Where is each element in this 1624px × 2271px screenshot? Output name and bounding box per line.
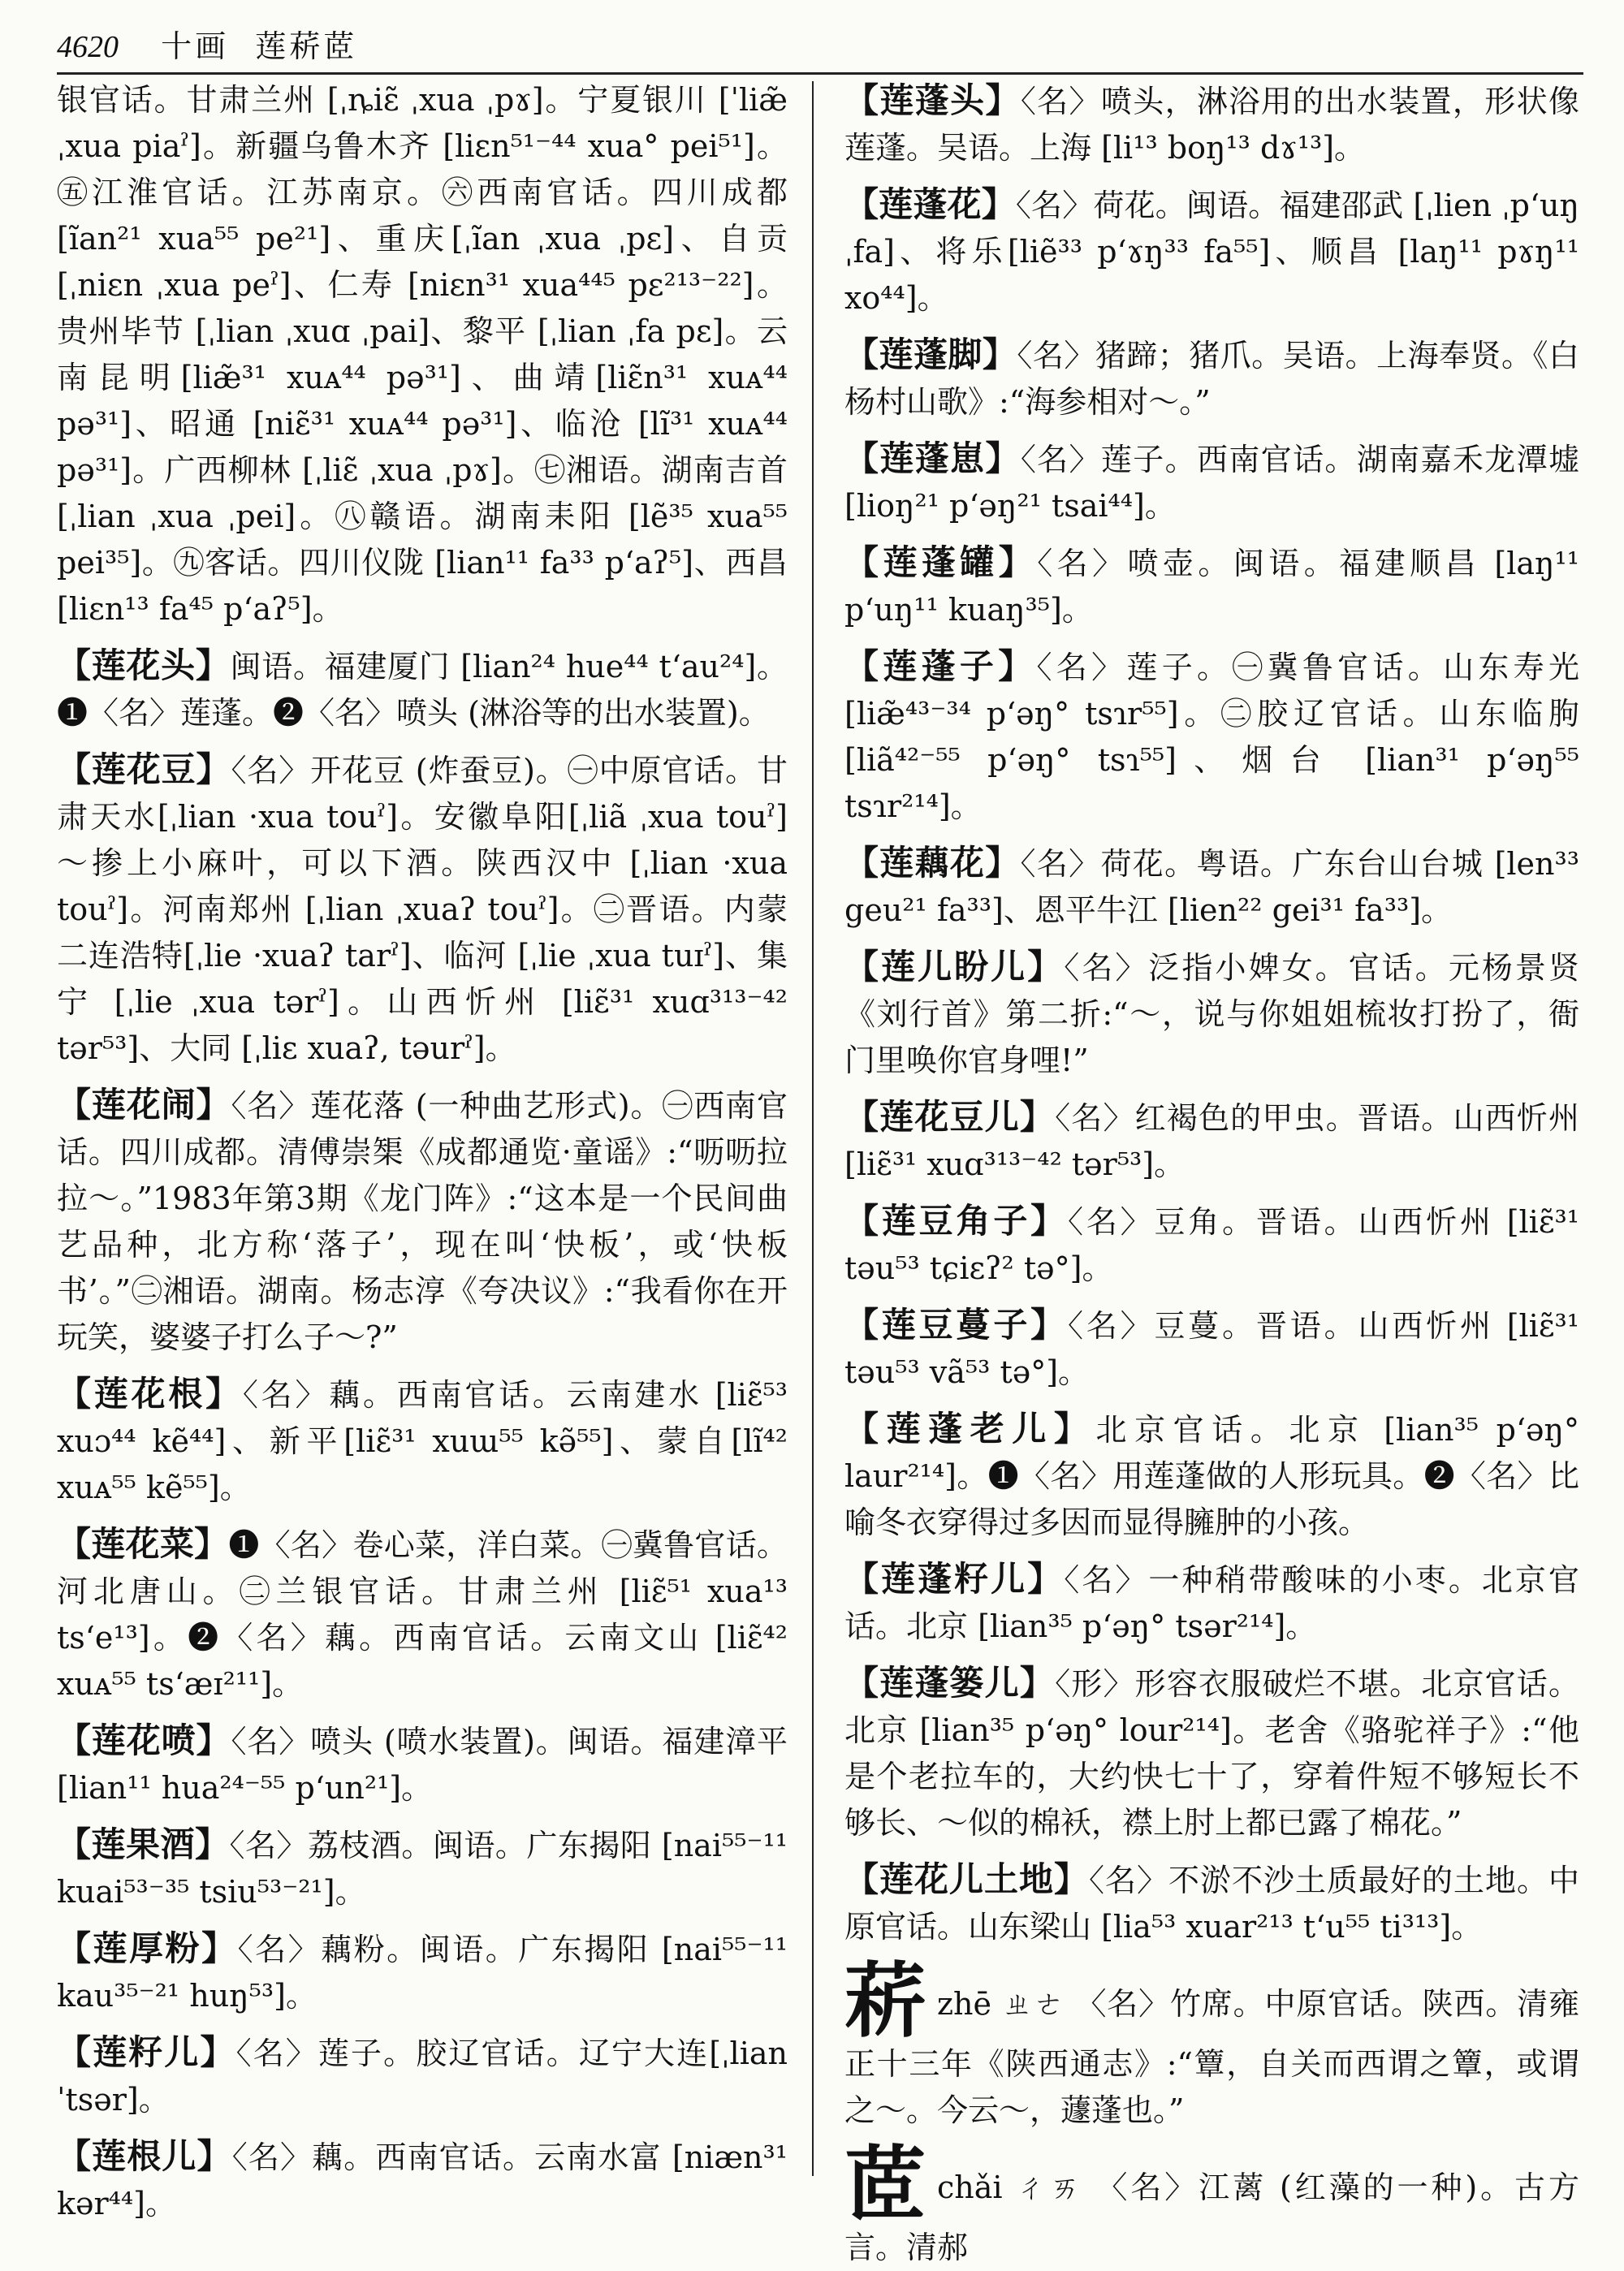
headword: 【莲花豆儿】 <box>844 1097 1056 1137</box>
headword: 【莲籽儿】 <box>57 2032 236 2072</box>
definition: 〈名〉一种稍带酸味的小枣。北京官话。北京 [lian³⁵ pʻəŋ° tsər²¹⁴]。 <box>844 1562 1579 1644</box>
definition: 〈名〉藕粉。闽语。广东揭阳 [nai⁵⁵⁻¹¹ kau³⁵⁻²¹ huŋ⁵³]。 <box>57 1932 788 2014</box>
definition: 〈名〉猪蹄；猪爪。吴语。上海奉贤。《白杨村山歌》:“海参相对～。” <box>844 338 1579 420</box>
definition: 〈名〉藕。西南官话。云南水富 [niæn³¹ kər⁴⁴]。 <box>57 2139 788 2221</box>
entry <box>57 2029 788 2123</box>
definition: 〈名〉喷头 (喷水装置)。闽语。福建漳平 [lian¹¹ hua²⁴⁻⁵⁵ pʻun²¹]。 <box>57 1724 788 1806</box>
entry <box>844 1405 1579 1546</box>
definition: 〈名〉不淤不沙土质最好的土地。中原官话。山东梁山 [lia⁵³ xuar²¹³ tʻu⁵⁵ ti³¹³]。 <box>844 1863 1579 1945</box>
headword: 【莲豆角子】 <box>844 1201 1068 1241</box>
headword: 【莲蓬头】 <box>844 80 1021 120</box>
entry <box>844 331 1579 425</box>
left-column <box>57 77 788 2221</box>
headword: 【莲花头】 <box>57 645 231 685</box>
entry <box>844 643 1579 830</box>
definition: 〈名〉莲子。㊀冀鲁官话。山东寿光[liæ̃⁴³⁻³⁴ pʻəŋ° tsɿr⁵⁵]。㊁胶辽官话。山东临朐 [liã⁴²⁻⁵⁵ pʻəŋ° tsɿ⁵⁵]、烟台 [lian³¹ pʻəŋ⁵⁵ tsɿr²¹⁴]。 <box>844 650 1579 824</box>
entry <box>57 1717 788 1811</box>
definition: 〈形〉形容衣服破烂不堪。北京官话。北京 [lian³⁵ pʻəŋ° lour²¹⁴]。老舍《骆驼祥子》:“他是个老拉车的，大约快七十了，穿着件短不够短长不够长、～似的棉袄，襟上肘上都已露了棉花。” <box>844 1666 1579 1841</box>
column-divider <box>812 81 814 2176</box>
definition: 〈名〉莲子。西南官话。湖南嘉禾龙潭墟 [lioŋ²¹ pʻəŋ²¹ tsai⁴⁴]。 <box>844 442 1579 524</box>
headword: 【莲花根】 <box>57 1374 243 1414</box>
entry <box>844 1302 1579 1396</box>
entry <box>57 642 788 736</box>
entry <box>844 435 1579 529</box>
headword: 【莲蓬篓儿】 <box>844 1663 1056 1703</box>
headword: 【莲藕花】 <box>844 843 1021 883</box>
headword: 【莲花豆】 <box>57 749 231 789</box>
headword: 【莲厚粉】 <box>57 1928 238 1968</box>
entry <box>844 840 1579 934</box>
headword: 【莲根儿】 <box>57 2136 232 2176</box>
entry <box>844 539 1579 633</box>
definition: 〈名〉豆角。晋语。山西忻州 [liɛ̃³¹ təu⁵³ tɕiɛʔ² tə°]。 <box>844 1204 1579 1286</box>
entry <box>844 1660 1579 1846</box>
definition: 〈名〉泛指小婢女。官话。元杨景贤《刘行首》第二折:“～，说与你姐姐梳妆打扮了，衙门里唤你官身哩!” <box>844 950 1579 1078</box>
definition: 北京官话。北京 [lian³⁵ pʻəŋ° laur²¹⁴]。❶〈名〉用莲蓬做的人形玩具。❷〈名〉比喻冬衣穿得过多因而显得臃肿的小孩。 <box>844 1412 1579 1540</box>
character-entry <box>844 2136 1579 2271</box>
character-entry <box>844 1953 1579 2134</box>
headword: 【莲蓬籽儿】 <box>844 1559 1065 1599</box>
definition: chǎi ㄔㄞ 〈名〉江蓠 (红藻的一种)。古方言。清郝 <box>844 2170 1579 2265</box>
entry <box>57 1082 788 1361</box>
page-number: 4620 <box>57 30 119 64</box>
headword: 【莲蓬花】 <box>844 184 1016 224</box>
definition: ❶〈名〉卷心菜，洋白菜。㊀冀鲁官话。河北唐山。㊁兰银官话。甘肃兰州 [liɛ̃⁵¹ xua¹³ tsʻe¹³]。❷〈名〉藕。西南官话。云南文山 [liɛ̃⁴² xuᴀ⁵⁵ tsʻæɪ²¹¹]。 <box>57 1527 788 1702</box>
definition: zhē ㄓㄜ 〈名〉竹席。中原官话。陕西。清雍正十三年《陕西通志》:“簟，自关而西谓之簟，或谓之～。今云～，蘧蓬也。” <box>844 1986 1579 2128</box>
entry <box>57 1925 788 2019</box>
headword: 【莲花儿土地】 <box>844 1859 1089 1899</box>
definition: 〈名〉莲子。胶辽官话。辽宁大连[ˌlian ˈtsər]。 <box>57 2036 788 2118</box>
entry <box>57 1371 788 1511</box>
headword: 【莲花闹】 <box>57 1085 231 1125</box>
definition: 〈名〉荷花。闽语。福建邵武 [ˌlien ˌpʻuŋ ˌfa]、将乐[liẽ³³ pʻɤŋ³³ fa⁵⁵]、顺昌 [laŋ¹¹ pɤŋ¹¹ xo⁴⁴]。 <box>844 188 1579 316</box>
definition: 〈名〉莲花落 (一种曲艺形式)。㊀西南官话。四川成都。清傅崇榘《成都通览·童谣》:“呖呖拉拉～。”1983年第3期《龙门阵》:“这本是一个民间曲艺品种，北方称‘落子’，现在叫‘快板’，或‘快板书’。”㊁湘语。湖南。杨志淳《夸决议》:“我看你在开玩笑，婆婆子打么子～?” <box>57 1088 788 1355</box>
page-header <box>57 18 1583 75</box>
entry <box>844 1094 1579 1188</box>
headword: 【莲蓬子】 <box>844 646 1037 686</box>
entry <box>844 1856 1579 1950</box>
headword: 【莲蓬罐】 <box>844 542 1038 582</box>
entry <box>844 1556 1579 1650</box>
head-character: 茝 <box>844 2136 926 2232</box>
headword: 【莲儿盼儿】 <box>844 947 1065 987</box>
definition: 〈名〉开花豆 (炸蚕豆)。㊀中原官话。甘肃天水[ˌlian ·xua touˀ]。安徽阜阳[ˌliã ˌxua touˀ] ～掺上小麻叶，可以下酒。陕西汉中 [ˌlian ·xua touˀ]。河南郑州 [ˌlian ˌxuaʔ touˀ]。㊁晋语。内蒙二连浩特[ˌlie ·xuaʔ tarˀ]、临河 [ˌlie ˌxua tuɪˀ]、集宁 [ˌlie ˌxua tərˀ]。山西忻州 [liɛ̃³¹ xuɑ³¹³⁻⁴² tər⁵³]、大同 [ˌliɛ xuaʔ, təurˀ]。 <box>57 753 788 1066</box>
entry <box>57 1821 788 1915</box>
definition: 闽语。福建厦门 [lian²⁴ hue⁴⁴ tʻau²⁴]。❶〈名〉莲蓬。❷〈名〉喷头 (淋浴等的出水装置)。 <box>57 649 788 731</box>
header-rule <box>57 72 1583 75</box>
entry <box>844 1198 1579 1292</box>
entry <box>844 943 1579 1084</box>
definition: 〈名〉红褐色的甲虫。晋语。山西忻州 [liɛ̃³¹ xuɑ³¹³⁻⁴² tər⁵³]。 <box>844 1100 1579 1182</box>
headword: 【莲蓬脚】 <box>844 335 1017 374</box>
headword: 【莲花菜】 <box>57 1524 229 1564</box>
headword: 【莲花喷】 <box>57 1721 231 1760</box>
definition: 〈名〉荷花。粤语。广东台山台城 [len³³ geu²¹ fa³³]、恩平牛江 [lien²² gei³¹ fa³³]。 <box>844 846 1579 928</box>
definition: 〈名〉喷头，淋浴用的出水装置，形状像莲蓬。吴语。上海 [li¹³ boŋ¹³ dɤ¹³]。 <box>844 84 1579 166</box>
definition: 〈名〉荔枝酒。闽语。广东揭阳 [nai⁵⁵⁻¹¹ kuai⁵³⁻³⁵ tsiu⁵³⁻²¹]。 <box>57 1828 788 1910</box>
headword: 【莲蓬老儿】 <box>844 1409 1096 1449</box>
definition: 〈名〉藕。西南官话。云南建水 [liɛ̃⁵³ xuɔ⁴⁴ kẽ⁴⁴]、新平[liɛ̃³¹ xuɯ⁵⁵ kə̃⁵⁵]、蒙自[lĩ⁴² xuᴀ⁵⁵ kẽ⁵⁵]。 <box>57 1377 788 1505</box>
continued-text: 银官话。甘肃兰州 [ˌȵiɛ̃ ˌxua ˌpɤ]。宁夏银川 [ˈliæ̃ ˌxua piaˀ]。新疆乌鲁木齐 [liɛn⁵¹⁻⁴⁴ xua° pei⁵¹]。㊄江淮官话。江苏南京。㊅西南官话。四川成都[ĩan²¹ xua⁵⁵ pe²¹]、重庆[ˌĩan ˌxua ˌpɛ]、自贡 [ˌniɛn ˌxua peˀ]、仁寿 [niɛn³¹ xua⁴⁴⁵ pɛ²¹³⁻²²]。贵州毕节 [ˌlian ˌxuɑ ˌpai]、黎平 [ˌlian ˌfa pɛ]。云南昆明[liæ̃³¹ xuᴀ⁴⁴ pə³¹]、曲靖[liɛ̃n³¹ xuᴀ⁴⁴ pə³¹]、昭通 [niɛ̃³¹ xuᴀ⁴⁴ pə³¹]、临沧 [lĩ³¹ xuᴀ⁴⁴ pə³¹]。广西柳林 [ˌliɛ̃ ˌxua ˌpɤ]。㊆湘语。湖南吉首 [ˌlian ˌxua ˌpei]。㊇赣语。湖南耒阳 [lẽ³⁵ xua⁵⁵ pei³⁵]。㊈客话。四川仪陇 [lian¹¹ fa³³ pʻaʔ⁵]、西昌 [liɛn¹³ fa⁴⁵ pʻaʔ⁵]。 <box>57 82 788 627</box>
headword: 【莲豆蔓子】 <box>844 1305 1068 1345</box>
right-column <box>844 77 1579 2265</box>
head-characters: 莲菥茝 <box>255 28 358 64</box>
definition: 〈名〉豆蔓。晋语。山西忻州 [liɛ̃³¹ təu⁵³ vã⁵³ tə°]。 <box>844 1308 1579 1390</box>
headword: 【莲果酒】 <box>57 1824 230 1864</box>
head-character: 菥 <box>844 1953 926 2049</box>
stroke-count: 十画 <box>161 28 230 64</box>
headword: 【莲蓬崽】 <box>844 438 1021 478</box>
definition: 〈名〉喷壶。闽语。福建顺昌 [laŋ¹¹ pʻuŋ¹¹ kuaŋ³⁵]。 <box>844 546 1579 628</box>
entry <box>57 1521 788 1708</box>
entry <box>844 77 1579 171</box>
entry <box>57 746 788 1072</box>
entry <box>844 181 1579 322</box>
entry <box>57 2133 788 2227</box>
